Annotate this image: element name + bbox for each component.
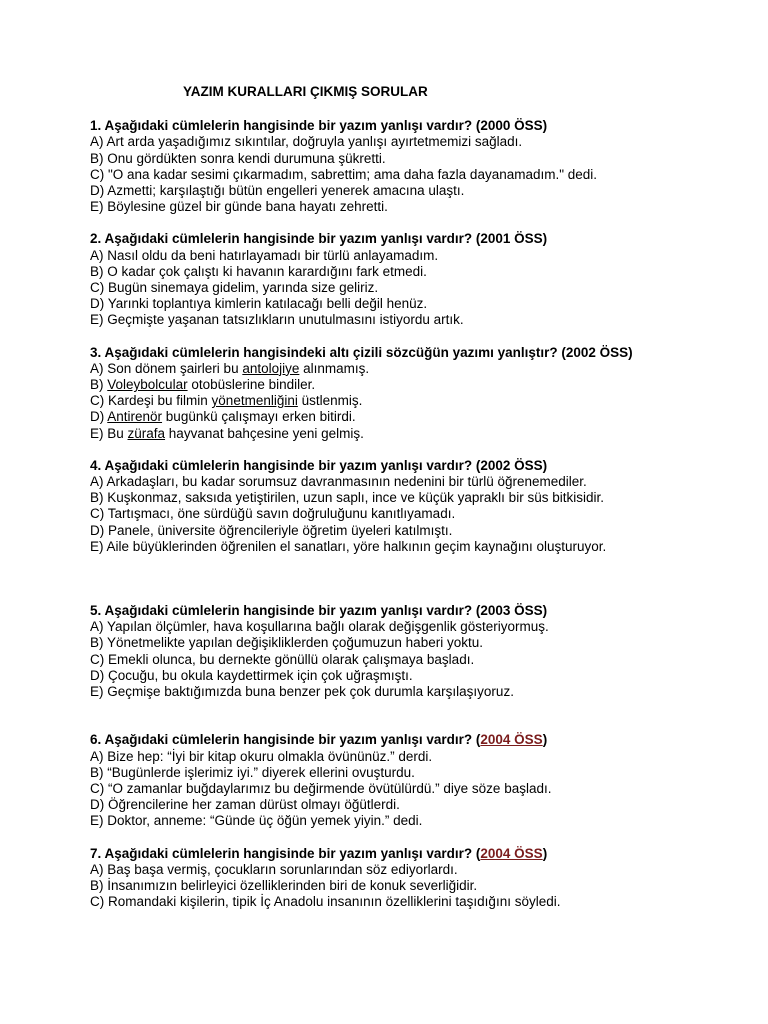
option-a: A) Arkadaşları, bu kadar sorumsuz davranmasının nedenini bir türlü öğrenemediler.: [90, 474, 587, 490]
option-text: B): [90, 377, 108, 393]
option-b: B) İnsanımızın belirleyici özelliklerinden biri de konuk severliğidir.: [90, 877, 478, 893]
option-c: C) Emekli olunca, bu dernekte gönüllü olarak çalışmaya başladı.: [90, 651, 475, 667]
question-text-part: ): [542, 732, 548, 748]
document-title: YAZIM KURALLARI ÇIKMIŞ SORULAR: [183, 84, 428, 99]
option-e: E) Geçmişte yaşanan tatsızlıkların unutulmasını istiyordu artık.: [90, 312, 464, 328]
option-b: [90, 377, 760, 393]
option-c: C) "O ana kadar sesimi çıkarmadım, sabrettim; ama daha fazla dayanamadım." dedi.: [90, 166, 598, 182]
question-text: 5. Aşağıdaki cümlelerin hangisinde bir yazım yanlışı vardır? (2003 ÖSS): [90, 603, 548, 619]
question-text: [90, 846, 760, 862]
question-text-part: 6. Aşağıdaki cümlelerin hangisinde bir yazım yanlışı vardır? (: [90, 732, 481, 748]
option-e: E) Aile büyüklerinden öğrenilen el sanatları, yöre halkının geçim kaynağını oluşturuyor.: [90, 538, 607, 554]
option-d: D) Yarınki toplantıya kimlerin katılacağı belli değil henüz.: [90, 296, 428, 312]
option-d: D) Panele, üniversite öğrencileriyle öğretim üyeleri katılmıştı.: [90, 522, 453, 538]
option-b: B) Kuşkonmaz, saksıda yetiştirilen, uzun saplı, ince ve küçük yapraklı bir süs bitkisidir.: [90, 490, 604, 506]
option-c: C) Tartışmacı, öne sürdüğü savın doğruluğunu kanıtlıyamadı.: [90, 506, 456, 522]
option-b: B) Onu gördükten sonra kendi durumuna şükretti.: [90, 150, 386, 166]
underlined-word: yönetmenliğini: [211, 393, 298, 409]
underlined-word: Antirenör: [107, 409, 163, 425]
option-e: E) Doktor, anneme: “Günde üç öğün yemek yiyin.” dedi.: [90, 813, 423, 829]
underlined-word: zürafa: [127, 425, 166, 441]
question-text-part: ): [542, 845, 548, 861]
option-c: C) “O zamanlar buğdaylarımız bu değirmende övütülürdü.” diye söze başladı.: [90, 780, 552, 796]
option-text: D): [90, 409, 108, 425]
source-link[interactable]: 2004 ÖSS: [480, 845, 543, 861]
option-d: D) Öğrencilerine her zaman dürüst olmayı öğütlerdi.: [90, 797, 400, 813]
question-text: 2. Aşağıdaki cümlelerin hangisinde bir yazım yanlışı vardır? (2001 ÖSS): [90, 231, 548, 247]
option-a: A) Nasıl oldu da beni hatırlayamadı bir türlü anlayamadım.: [90, 247, 439, 263]
option-text: alınmamış.: [299, 360, 370, 376]
option-b: B) “Bugünlerde işlerimiz iyi.” diyerek ellerini ovuşturdu.: [90, 764, 415, 780]
question-text: [90, 732, 760, 748]
question-6: [90, 732, 760, 829]
option-c: C) Bugün sinemaya gidelim, yarında size geliriz.: [90, 280, 379, 296]
question-3: [90, 345, 760, 442]
option-text: C) Kardeşi bu filmin: [90, 393, 212, 409]
option-e: E) Geçmişe baktığımızda buna benzer pek çok durumla karşılaşıyoruz.: [90, 684, 514, 700]
underlined-word: antolojiye: [242, 360, 300, 376]
option-d: [90, 409, 760, 425]
option-b: B) O kadar çok çalıştı ki havanın karardığını fark etmedi.: [90, 263, 427, 279]
question-1: [90, 118, 760, 215]
option-e: E) Böylesine güzel bir günde bana hayatı zehretti.: [90, 199, 388, 215]
option-c: [90, 393, 760, 409]
option-text: E) Bu: [90, 425, 128, 441]
option-text: A) Son dönem şairleri bu: [90, 360, 243, 376]
question-text: 4. Aşağıdaki cümlelerin hangisinde bir yazım yanlışı vardır? (2002 ÖSS): [90, 457, 548, 473]
question-text-part: 7. Aşağıdaki cümlelerin hangisinde bir yazım yanlışı vardır? (: [90, 845, 481, 861]
question-text: 1. Aşağıdaki cümlelerin hangisinde bir yazım yanlışı vardır? (2000 ÖSS): [90, 118, 548, 134]
question-text: 3. Aşağıdaki cümlelerin hangisindeki altı çizili sözcüğün yazımı yanlıştır? (2002 ÖSS): [90, 344, 633, 360]
question-2: [90, 231, 760, 328]
option-d: D) Azmetti; karşılaştığı bütün engelleri yenerek amacına ulaştı.: [90, 183, 465, 199]
underlined-word: Voleybolcular: [107, 377, 188, 393]
question-7: [90, 846, 760, 911]
option-e: [90, 426, 760, 442]
option-a: [90, 361, 760, 377]
question-4: [90, 458, 760, 555]
question-5: [90, 603, 760, 700]
option-a: A) Art arda yaşadığımız sıkıntılar, doğruyla yanlışı ayırtetmemizi sağladı.: [90, 134, 523, 150]
option-c: C) Romandaki kişilerin, tipik İç Anadolu insanının özelliklerini taşıdığını söyledi.: [90, 894, 561, 910]
option-a: A) Bize hep: “İyi bir kitap okuru olmakla övününüz.” derdi.: [90, 748, 433, 764]
option-a: A) Yapılan ölçümler, hava koşullarına bağlı olarak değişgenlik gösteriyormuş.: [90, 619, 549, 635]
option-a: A) Baş başa vermiş, çocukların sorunlarından söz ediyorlardı.: [90, 861, 458, 877]
source-link[interactable]: 2004 ÖSS: [480, 732, 543, 748]
option-text: hayvanat bahçesine yeni gelmiş.: [165, 425, 364, 441]
option-d: D) Çocuğu, bu okula kaydettirmek için çok uğraşmıştı.: [90, 667, 413, 683]
option-text: bugünkü çalışmayı erken bitirdi.: [162, 409, 356, 425]
option-text: üstlenmiş.: [297, 393, 363, 409]
option-text: otobüslerine bindiler.: [187, 377, 316, 393]
document-page: [90, 84, 760, 926]
option-b: B) Yönetmelikte yapılan değişikliklerden çoğumuzun haberi yoktu.: [90, 635, 483, 651]
